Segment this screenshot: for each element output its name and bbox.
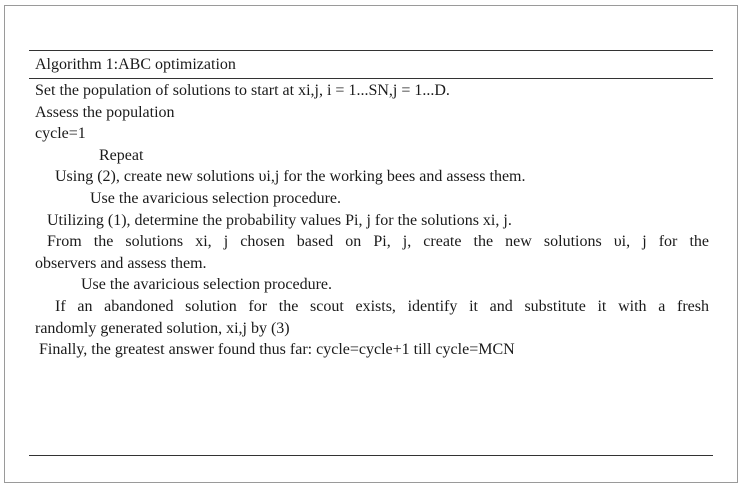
algorithm-line-cycle: cycle=1 <box>35 125 86 143</box>
algorithm-body <box>35 80 709 361</box>
top-rule <box>29 50 713 51</box>
algorithm-line-repeat: Repeat <box>99 146 144 164</box>
bottom-rule <box>29 455 713 456</box>
algorithm-line-greedy-2: Use the avaricious selection procedure. <box>81 276 333 294</box>
algorithm-line-assess: Assess the population <box>35 103 175 121</box>
algorithm-line-finally: Finally, the greatest answer found thus far: cycle=cycle+1 till cycle=MCN <box>39 341 515 359</box>
header-rule <box>29 78 713 79</box>
algorithm-line-probability: Utilizing (1), determine the probability values Pi, j for the solutions xi, j. <box>47 211 512 229</box>
algorithm-title: Algorithm 1:ABC optimization <box>35 56 236 73</box>
algorithm-line-onlookers-cont: observers and assess them. <box>35 254 207 272</box>
algorithm-line-init: Set the population of solutions to start at xi,j, i = 1...SN,j = 1...D. <box>35 82 450 99</box>
algorithm-line-working-bees: Using (2), create new solutions υi,j for the working bees and assess them. <box>55 168 526 186</box>
algorithm-line-scout: If an abandoned solution for the scout exists, identify it and substitute it with a fresh <box>55 297 709 315</box>
algorithm-line-greedy-1: Use the avaricious selection procedure. <box>90 189 342 207</box>
algorithm-line-onlookers: From the solutions xi, j chosen based on Pi, j, create the new solutions υi, j for the <box>47 233 709 251</box>
algorithm-line-scout-cont: randomly generated solution, xi,j by (3) <box>35 319 290 337</box>
